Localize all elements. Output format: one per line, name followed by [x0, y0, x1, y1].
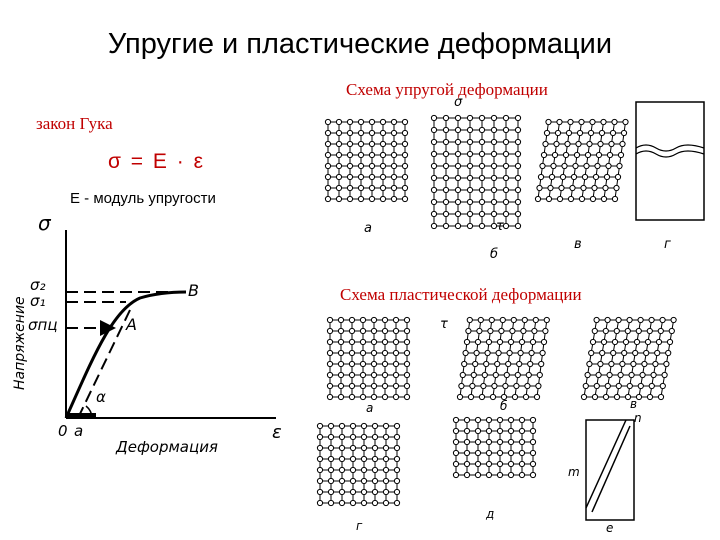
alpha-label: α [96, 388, 106, 406]
stress-strain-curve [66, 292, 186, 418]
plastic-label-b: б [500, 399, 508, 413]
sigma1-label: σ₁ [30, 292, 46, 310]
x-axis-label: Деформация [116, 438, 218, 456]
slip-line-2 [586, 420, 626, 508]
plastic-grid-d [453, 417, 535, 477]
point-a-label: A [126, 315, 137, 334]
plastic-label-g: г [356, 519, 363, 533]
elastic-grid-a [325, 119, 407, 201]
plastic-label-a: а [366, 401, 374, 415]
y-axis-symbol: σ [38, 211, 51, 235]
sigma2-label: σ₂ [30, 276, 46, 294]
elastic-label-a: а [364, 221, 372, 236]
plastic-label-m: m [568, 465, 580, 479]
plastic-scheme-title: Схема пластической деформации [340, 285, 582, 304]
plastic-grid-b [457, 317, 549, 399]
elastic-grid-b [431, 115, 520, 228]
elastic-grid-v [535, 119, 628, 201]
elastic-bar-break-bottom [636, 151, 704, 157]
sigma-pc-label: σпц [28, 316, 58, 334]
elastic-label-b: б [490, 247, 499, 262]
x-axis-symbol: ε [272, 422, 282, 443]
plastic-label-v: в [630, 397, 638, 411]
elastic-label-v: в [574, 237, 582, 252]
plastic-label-n: n [634, 411, 642, 425]
elastic-sigma-label: σ [454, 98, 463, 110]
plastic-label-d: д [486, 507, 495, 521]
page-title: Упругие и пластические деформации [107, 28, 613, 60]
hooke-law-label: закон Гука [36, 114, 113, 133]
hooke-formula: σ = E · ε [108, 150, 205, 173]
elastic-tau-label: τ [496, 219, 504, 234]
origin-label: 0 [58, 422, 68, 440]
plastic-grid-g [317, 423, 399, 505]
elastic-deformation-scheme [318, 98, 720, 270]
plastic-deformation-scheme [300, 300, 710, 536]
point-b-label: B [188, 281, 199, 300]
elastic-scheme-title: Схема упругой деформации [346, 80, 548, 99]
plastic-tau-label: τ [440, 317, 448, 332]
plastic-label-e: е [606, 521, 614, 535]
y-axis-label: Напряжение [12, 296, 28, 390]
elastic-bar-break-top [636, 145, 704, 151]
plastic-grid-v [581, 317, 676, 399]
modulus-caption: E - модуль упругости [70, 190, 216, 207]
residual-strain-mark [68, 413, 96, 418]
stress-strain-graph [0, 200, 310, 470]
strain-a-label: а [74, 422, 84, 440]
slip-line-1 [592, 426, 630, 512]
plastic-grid-a [327, 317, 409, 399]
elastic-label-g: г [664, 237, 671, 252]
elastic-bar-g [636, 102, 704, 220]
